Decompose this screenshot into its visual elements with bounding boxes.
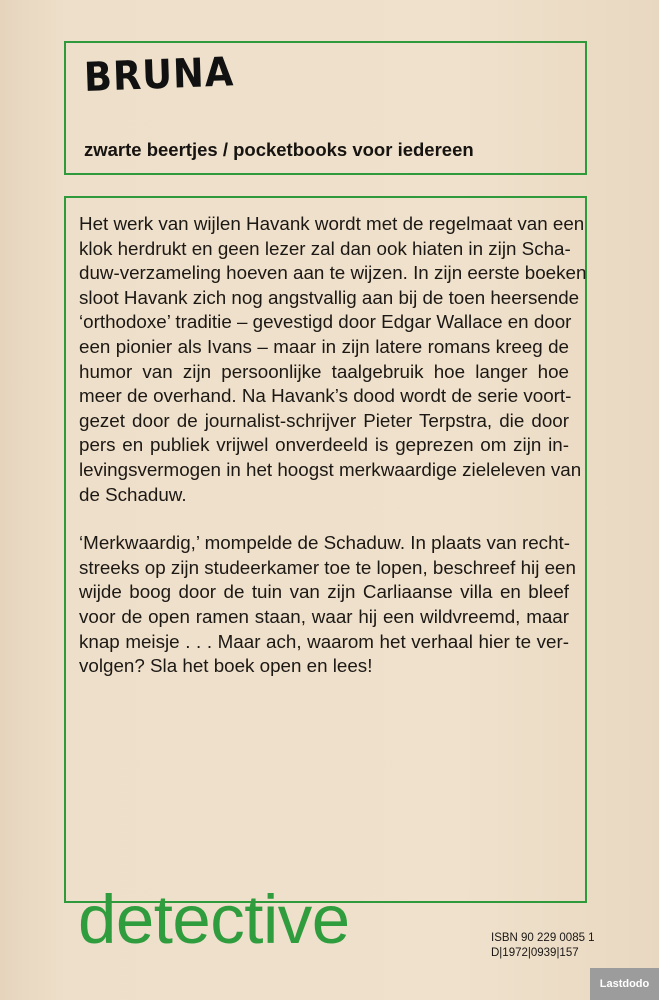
blurb-line: gezet door de journalist-schrijver Pieter Terpstra, die door [79, 409, 569, 431]
series-tagline: zwarte beertjes / pocketbooks voor iedereen [84, 139, 474, 160]
blurb-line: streeks op zijn studeerkamer toe te lopen, beschreef hij een [79, 556, 576, 578]
blurb-line: meer de overhand. Na Havank’s dood wordt de serie voort- [79, 385, 572, 407]
blurb-line: ‘Merkwaardig,’ mompelde de Schaduw. In plaats van recht- [79, 532, 570, 554]
isbn-number: ISBN 90 229 0085 1 [491, 932, 595, 944]
blurb-line: klok herdrukt en geen lezer zal dan ook hiaten in zijn Scha- [79, 237, 571, 259]
blurb-line: ‘orthodoxe’ traditie – gevestigd door Edgar Wallace en door [79, 311, 572, 333]
blurb-line: volgen? Sla het boek open en lees! [79, 655, 373, 677]
blurb-line: een pionier als Ivans – maar in zijn latere romans kreeg de [79, 335, 569, 357]
isbn-block [491, 931, 595, 961]
paragraph-gap [79, 507, 569, 531]
blurb-line: knap meisje . . . Maar ach, waarom het verhaal hier te ver- [79, 630, 569, 652]
blurb-line: de Schaduw. [79, 483, 187, 505]
blurb-box [64, 196, 587, 903]
blurb-line: levingsvermogen in het hoogst merkwaardige zieleleven van [79, 458, 582, 480]
blurb-line: wijde boog door de tuin van zijn Carliaanse villa en bleef [79, 581, 569, 603]
blurb-line: Het werk van wijlen Havank wordt met de regelmaat van een [79, 213, 585, 234]
catalog-code: D|1972|0939|157 [491, 947, 579, 959]
blurb-line: voor de open ramen staan, waar hij een wildvreemd, maar [79, 605, 569, 627]
blurb-text [79, 212, 587, 679]
genre-label: detective [78, 881, 350, 958]
blurb-line: sloot Havank zich nog angstvallig aan bij de toen heersende [79, 286, 580, 308]
blurb-line: pers en publiek vrijwel onverdeeld is geprezen om zijn in- [79, 434, 569, 456]
publisher-header-box [64, 41, 587, 175]
publisher-logo: BRUNA [83, 49, 235, 101]
blurb-line: humor van zijn persoonlijke taalgebruik hoe langer hoe [79, 360, 569, 382]
watermark-badge: Lastdodo [590, 968, 659, 1000]
blurb-line: duw-verzameling hoeven aan te wijzen. In zijn eerste boeken [79, 262, 587, 284]
